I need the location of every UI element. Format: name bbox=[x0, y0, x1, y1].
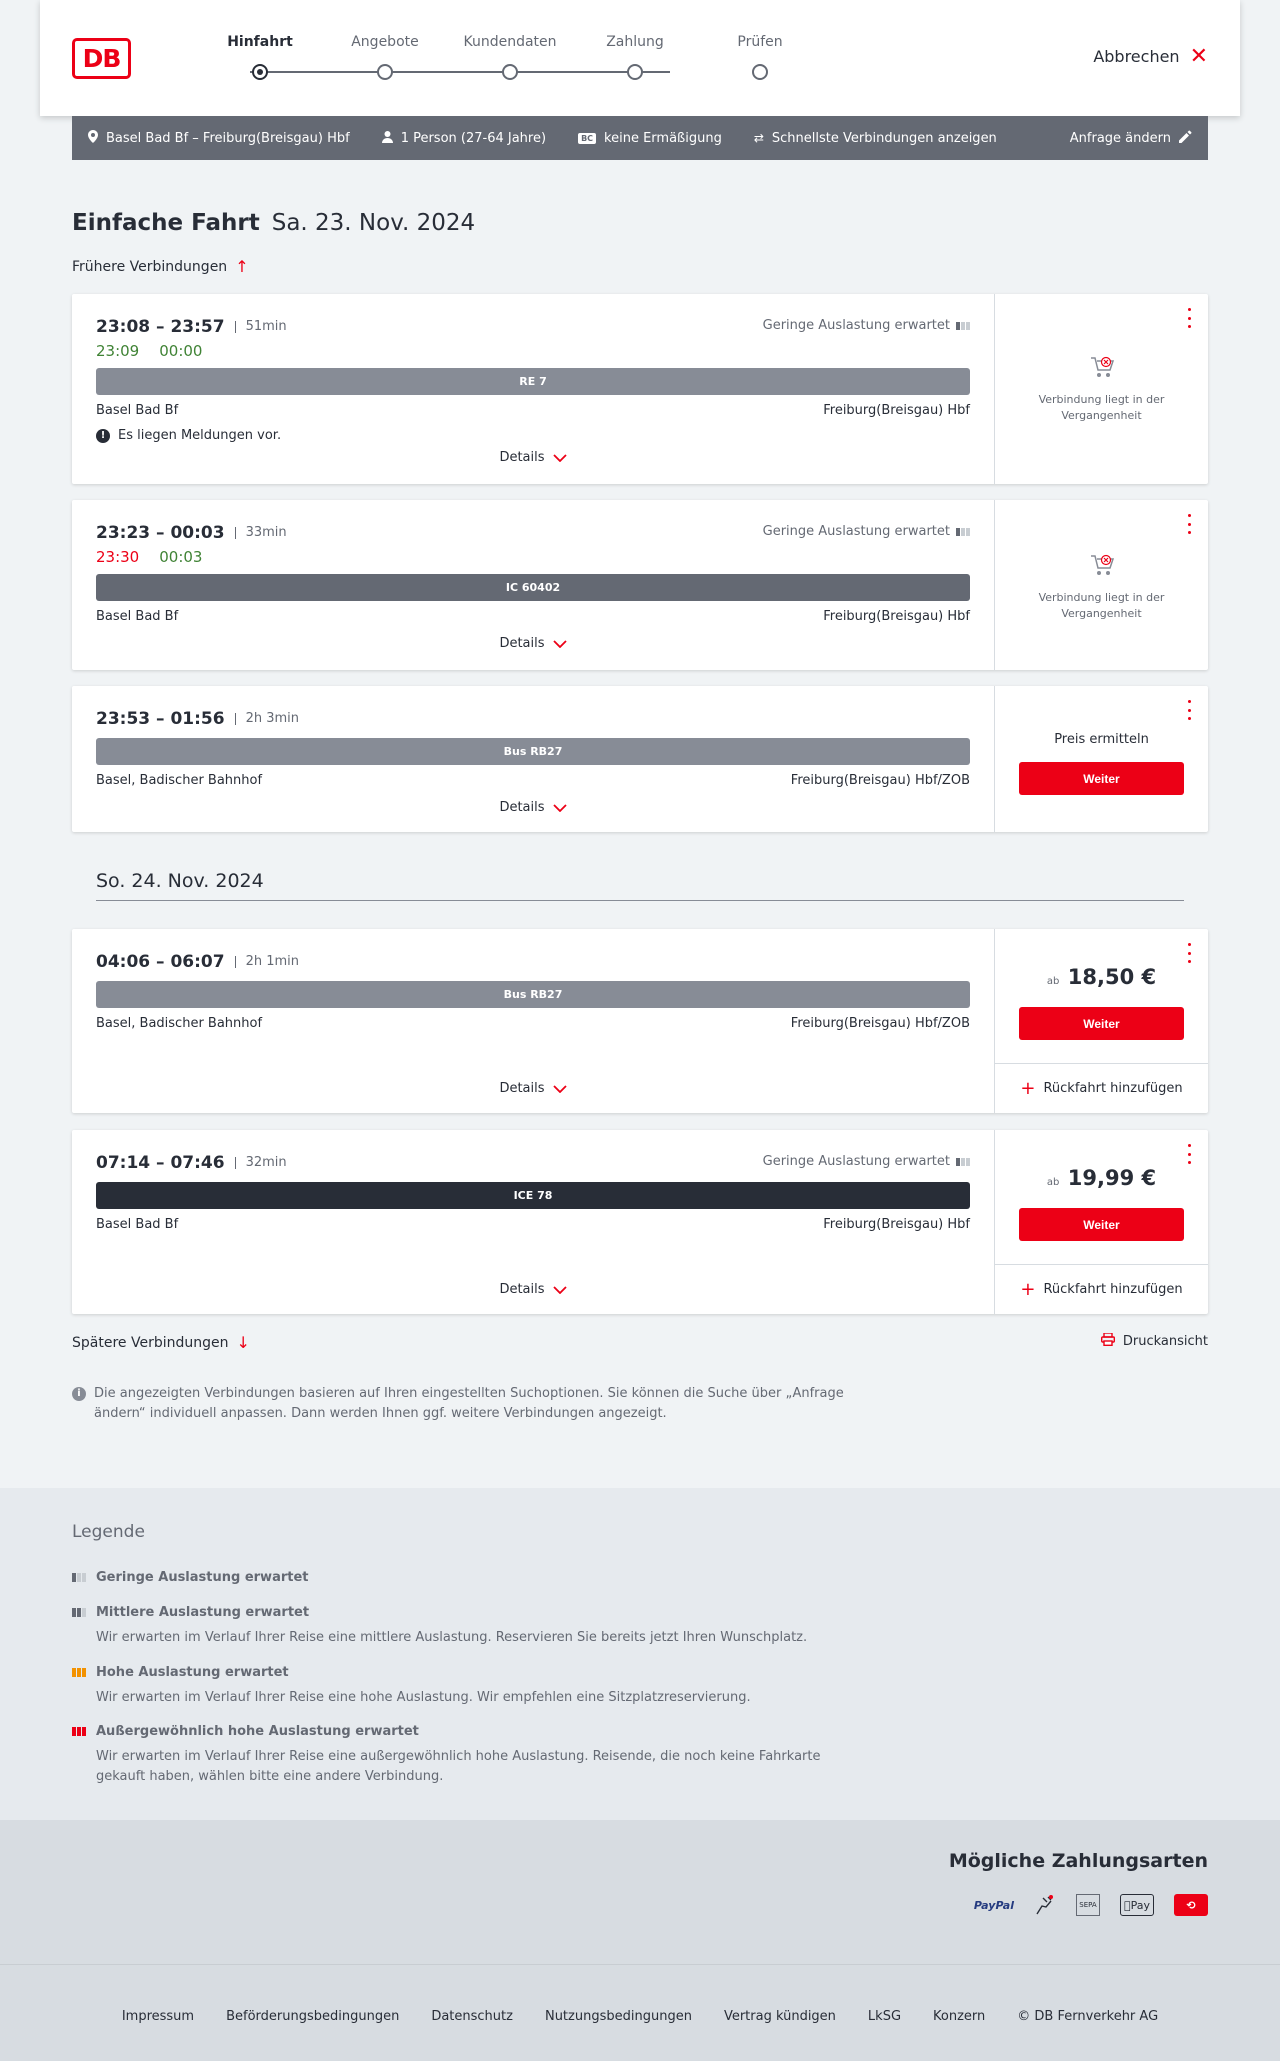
past-text: Verbindung liegt in der Vergangenheit bbox=[1038, 591, 1165, 620]
step-label: Prüfen bbox=[737, 34, 783, 50]
progress-steps bbox=[210, 34, 783, 84]
time-range: 23:53 – 01:56 bbox=[96, 709, 225, 729]
info-icon: i bbox=[72, 1387, 86, 1401]
load-text: Geringe Auslastung erwartet bbox=[762, 1154, 950, 1169]
train-bar: Bus RB27 bbox=[96, 738, 970, 765]
price-determine-label: Preis ermitteln bbox=[1054, 732, 1149, 747]
add-return-label: Rückfahrt hinzufügen bbox=[1043, 1282, 1183, 1297]
price bbox=[995, 965, 1208, 989]
legend-description: Wir erwarten im Verlauf Ihrer Reise eine mittlere Auslastung. Reservieren Sie bereits jetzt Ihren Wunschplatz. bbox=[96, 1630, 808, 1645]
origin-station: Basel Bad Bf bbox=[96, 1217, 179, 1232]
connection-offer bbox=[994, 1130, 1208, 1314]
price-prefix: ab bbox=[1046, 1177, 1060, 1188]
trip-date: Sa. 23. Nov. 2024 bbox=[271, 210, 476, 236]
progress-line bbox=[250, 71, 670, 73]
printer-icon bbox=[1101, 1333, 1115, 1350]
train-bar: ICE 78 bbox=[96, 1182, 970, 1209]
footer-link-konzern[interactable]: Konzern bbox=[933, 2009, 986, 2024]
swap-arrows-icon: ⇄ bbox=[753, 131, 764, 145]
price-value: 18,50 € bbox=[1067, 965, 1157, 989]
add-return-button[interactable] bbox=[995, 1063, 1208, 1113]
apple-pay-icon bbox=[1120, 1894, 1154, 1916]
chevron-down-icon bbox=[553, 1283, 567, 1297]
legend-item bbox=[72, 1570, 852, 1585]
step-dot bbox=[752, 64, 768, 80]
destination-station: Freiburg(Breisgau) Hbf bbox=[823, 609, 970, 624]
step-hinfahrt[interactable] bbox=[210, 34, 310, 56]
time-range: 04:06 – 06:07 bbox=[96, 952, 225, 972]
page-title bbox=[72, 210, 475, 236]
add-return-label: Rückfahrt hinzufügen bbox=[1043, 1081, 1183, 1096]
route-text: Basel Bad Bf – Freiburg(Breisgau) Hbf bbox=[106, 130, 350, 146]
legend-label: Außergewöhnlich hohe Auslastung erwartet bbox=[96, 1724, 419, 1739]
details-toggle[interactable] bbox=[72, 800, 994, 815]
pencil-icon bbox=[1179, 130, 1192, 147]
legend-label: Geringe Auslastung erwartet bbox=[96, 1570, 309, 1585]
connection-card bbox=[72, 686, 1208, 832]
step-zahlung bbox=[585, 34, 685, 56]
connection-card bbox=[72, 294, 1208, 484]
stations bbox=[96, 609, 970, 624]
discount-text: keine Ermäßigung bbox=[604, 130, 722, 146]
db-logo[interactable]: DB bbox=[72, 38, 131, 79]
earlier-label: Frühere Verbindungen bbox=[72, 258, 228, 275]
cart-unavailable-icon bbox=[1089, 552, 1115, 578]
details-toggle[interactable] bbox=[72, 1081, 994, 1096]
arrow-down-icon: ↓ bbox=[236, 1333, 250, 1352]
medium-load-icon bbox=[72, 1608, 88, 1617]
connection-offer bbox=[994, 500, 1208, 670]
connection-offer bbox=[994, 294, 1208, 484]
realtime-arrival: 00:03 bbox=[159, 548, 203, 566]
stations bbox=[96, 1016, 970, 1031]
price bbox=[995, 1166, 1208, 1190]
more-options-icon[interactable] bbox=[1186, 700, 1192, 720]
footer-link-lksg[interactable]: LkSG bbox=[867, 2009, 902, 2024]
day-separator: So. 24. Nov. 2024 bbox=[96, 870, 1184, 901]
notice-text: Es liegen Meldungen vor. bbox=[118, 428, 282, 443]
realtime-departure: 23:30 bbox=[96, 548, 140, 566]
footer-link-befoerderung[interactable]: Beförderungsbedingungen bbox=[226, 2009, 400, 2024]
time-range: 07:14 – 07:46 bbox=[96, 1153, 225, 1173]
cancel-button[interactable] bbox=[1093, 43, 1208, 69]
cart-unavailable-icon bbox=[1089, 354, 1115, 380]
chevron-down-icon bbox=[553, 637, 567, 651]
legend-item bbox=[72, 1665, 852, 1708]
chevron-down-icon bbox=[553, 801, 567, 815]
person-icon bbox=[382, 131, 393, 146]
search-summary-bar bbox=[72, 116, 1208, 160]
footer-link-datenschutz[interactable]: Datenschutz bbox=[431, 2009, 513, 2024]
search-info bbox=[72, 1384, 852, 1424]
chevron-down-icon bbox=[553, 451, 567, 465]
connection-card bbox=[72, 500, 1208, 670]
more-options-icon[interactable] bbox=[1186, 308, 1192, 328]
origin-station: Basel, Badischer Bahnhof bbox=[96, 773, 263, 788]
legend-head bbox=[72, 1570, 852, 1585]
load-text: Geringe Auslastung erwartet bbox=[762, 524, 950, 539]
connection-card bbox=[72, 1130, 1208, 1314]
legend bbox=[0, 1488, 1280, 1820]
fastest-summary bbox=[754, 131, 997, 146]
legend-item bbox=[72, 1724, 852, 1787]
past-text: Verbindung liegt in der Vergangenheit bbox=[1038, 393, 1165, 422]
low-load-icon bbox=[956, 528, 970, 536]
step-label: Kundendaten bbox=[463, 34, 557, 50]
step-dot bbox=[377, 64, 393, 80]
more-options-icon[interactable] bbox=[1186, 514, 1192, 534]
duration: 33min bbox=[235, 527, 287, 539]
continue-button[interactable]: Weiter bbox=[1019, 762, 1184, 795]
db-bonus-icon: ⟲ bbox=[1174, 1894, 1208, 1916]
step-label: Hinfahrt bbox=[227, 34, 293, 50]
plus-icon: + bbox=[1020, 1077, 1036, 1099]
details-toggle[interactable] bbox=[72, 1282, 994, 1297]
legend-head bbox=[72, 1724, 852, 1739]
step-label: Angebote bbox=[351, 34, 419, 50]
earlier-connections-link[interactable] bbox=[72, 257, 249, 276]
legend-description: Wir erwarten im Verlauf Ihrer Reise eine außergewöhnlich hohe Auslastung. Reisende, die noch keine Fahrkarte gekauft haben, wählen bitte eine andere Verbindung. bbox=[96, 1749, 821, 1784]
destination-station: Freiburg(Breisgau) Hbf/ZOB bbox=[790, 1016, 970, 1031]
print-label: Druckansicht bbox=[1122, 1334, 1208, 1349]
later-connections-link[interactable] bbox=[72, 1333, 250, 1352]
duration: 51min bbox=[235, 321, 287, 333]
legend-description: Wir erwarten im Verlauf Ihrer Reise eine hohe Auslastung. Wir empfehlen eine Sitzplatzreservierung. bbox=[96, 1690, 751, 1705]
destination-station: Freiburg(Breisgau) Hbf bbox=[823, 403, 970, 418]
details-label: Details bbox=[499, 800, 545, 815]
fastest-text: Schnellste Verbindungen anzeigen bbox=[771, 130, 997, 146]
realtime-times bbox=[96, 342, 970, 362]
details-label: Details bbox=[499, 636, 545, 651]
price-prefix: ab bbox=[1046, 976, 1060, 987]
origin-station: Basel Bad Bf bbox=[96, 403, 179, 418]
time-range: 23:23 – 00:03 bbox=[96, 523, 225, 543]
change-request-label: Anfrage ändern bbox=[1069, 130, 1171, 146]
high-load-icon bbox=[72, 1668, 88, 1677]
footer bbox=[0, 1964, 1280, 2061]
payment-title: Mögliche Zahlungsarten bbox=[948, 1850, 1208, 1872]
route-summary bbox=[88, 130, 350, 146]
train-bar: RE 7 bbox=[96, 368, 970, 395]
continue-button[interactable]: Weiter bbox=[1019, 1007, 1184, 1040]
more-options-icon[interactable] bbox=[1186, 943, 1192, 963]
price-value: 19,99 € bbox=[1067, 1166, 1157, 1190]
step-dot bbox=[252, 64, 268, 80]
step-label: Zahlung bbox=[606, 34, 664, 50]
step-kundendaten bbox=[460, 34, 560, 56]
location-pin-icon bbox=[88, 130, 98, 146]
low-load-icon bbox=[72, 1573, 88, 1582]
past-connection-status bbox=[995, 552, 1208, 622]
connection-card bbox=[72, 929, 1208, 1113]
discount-summary bbox=[578, 131, 722, 146]
origin-station: Basel, Badischer Bahnhof bbox=[96, 1016, 263, 1031]
step-dot bbox=[502, 64, 518, 80]
connection-times bbox=[96, 708, 970, 730]
legend-label: Mittlere Auslastung erwartet bbox=[96, 1605, 310, 1620]
details-label: Details bbox=[499, 450, 545, 465]
plus-icon: + bbox=[1020, 1278, 1036, 1300]
destination-station: Freiburg(Breisgau) Hbf bbox=[823, 1217, 970, 1232]
load-indicator bbox=[763, 318, 970, 333]
duration: 32min bbox=[235, 1157, 287, 1169]
cancel-label: Abbrechen bbox=[1093, 47, 1180, 66]
notice bbox=[96, 428, 970, 443]
low-load-icon bbox=[956, 322, 970, 330]
legend-label: Hohe Auslastung erwartet bbox=[96, 1665, 289, 1680]
connection-offer bbox=[994, 686, 1208, 832]
payment-methods bbox=[0, 1820, 1280, 1964]
payment-icons bbox=[974, 1894, 1208, 1916]
step-dot bbox=[627, 64, 643, 80]
origin-station: Basel Bad Bf bbox=[96, 609, 179, 624]
footer-link-kuendigen[interactable]: Vertrag kündigen bbox=[723, 2009, 836, 2024]
stations bbox=[96, 773, 970, 788]
apple-pay-label: Pay bbox=[1127, 1898, 1147, 1912]
chevron-down-icon bbox=[553, 1082, 567, 1096]
connection-offer bbox=[994, 929, 1208, 1113]
extreme-load-icon bbox=[72, 1727, 88, 1736]
paypal-icon: PayPal bbox=[973, 1898, 1014, 1912]
stations bbox=[96, 1217, 970, 1232]
legend-head bbox=[72, 1665, 852, 1680]
trip-type: Einfache Fahrt bbox=[72, 210, 260, 236]
connection-times bbox=[96, 951, 970, 973]
details-label: Details bbox=[499, 1282, 545, 1297]
duration: 2h 1min bbox=[235, 956, 299, 968]
footer-link-nutzung[interactable]: Nutzungsbedingungen bbox=[544, 2009, 692, 2024]
load-text: Geringe Auslastung erwartet bbox=[762, 318, 950, 333]
footer-link-impressum[interactable]: Impressum bbox=[121, 2009, 195, 2024]
step-pruefen bbox=[710, 34, 810, 56]
realtime-times bbox=[96, 548, 970, 568]
stations bbox=[96, 403, 970, 418]
exclamation-icon: ! bbox=[96, 429, 110, 443]
legend-title: Legende bbox=[72, 1522, 145, 1542]
realtime-departure: 23:09 bbox=[96, 342, 140, 360]
later-label: Spätere Verbindungen bbox=[72, 1334, 229, 1351]
destination-station: Freiburg(Breisgau) Hbf/ZOB bbox=[790, 773, 970, 788]
close-icon: ✕ bbox=[1189, 43, 1208, 69]
continue-button[interactable]: Weiter bbox=[1019, 1208, 1184, 1241]
more-options-icon[interactable] bbox=[1186, 1144, 1192, 1164]
print-view-link[interactable] bbox=[1101, 1333, 1208, 1350]
details-label: Details bbox=[499, 1081, 545, 1096]
details-toggle[interactable] bbox=[72, 636, 994, 651]
passenger-text: 1 Person (27-64 Jahre) bbox=[400, 130, 547, 146]
train-bar: Bus RB27 bbox=[96, 981, 970, 1008]
past-connection-status bbox=[995, 354, 1208, 424]
load-indicator bbox=[763, 1154, 970, 1169]
low-load-icon bbox=[956, 1158, 970, 1166]
load-indicator bbox=[763, 524, 970, 539]
arrow-up-icon: ↑ bbox=[235, 257, 249, 276]
change-request-button[interactable] bbox=[1070, 130, 1192, 147]
realtime-arrival: 00:00 bbox=[159, 342, 203, 360]
credit-card-hand-icon bbox=[1034, 1894, 1056, 1916]
legend-head bbox=[72, 1605, 852, 1620]
add-return-button[interactable] bbox=[995, 1264, 1208, 1314]
step-angebote bbox=[335, 34, 435, 56]
duration: 2h 3min bbox=[235, 713, 299, 725]
passenger-summary bbox=[382, 131, 546, 146]
apple-icon bbox=[1124, 1899, 1131, 1912]
header bbox=[40, 0, 1240, 116]
footer-copyright: © DB Fernverkehr AG bbox=[1017, 2009, 1159, 2024]
footer-links bbox=[0, 2009, 1280, 2024]
info-text: Die angezeigten Verbindungen basieren auf Ihren eingestellten Suchoptionen. Sie können die Suche über „Anfrage ändern“ individuell anpassen. Dann werden Ihnen ggf. weitere Verbindungen angezeigt. bbox=[94, 1386, 844, 1421]
train-bar: IC 60402 bbox=[96, 574, 970, 601]
legend-item bbox=[72, 1605, 852, 1648]
details-toggle[interactable] bbox=[72, 450, 994, 465]
sepa-direct-debit-icon: SEPA bbox=[1076, 1894, 1100, 1916]
time-range: 23:08 – 23:57 bbox=[96, 317, 225, 337]
bahncard-icon: BC bbox=[578, 133, 596, 144]
